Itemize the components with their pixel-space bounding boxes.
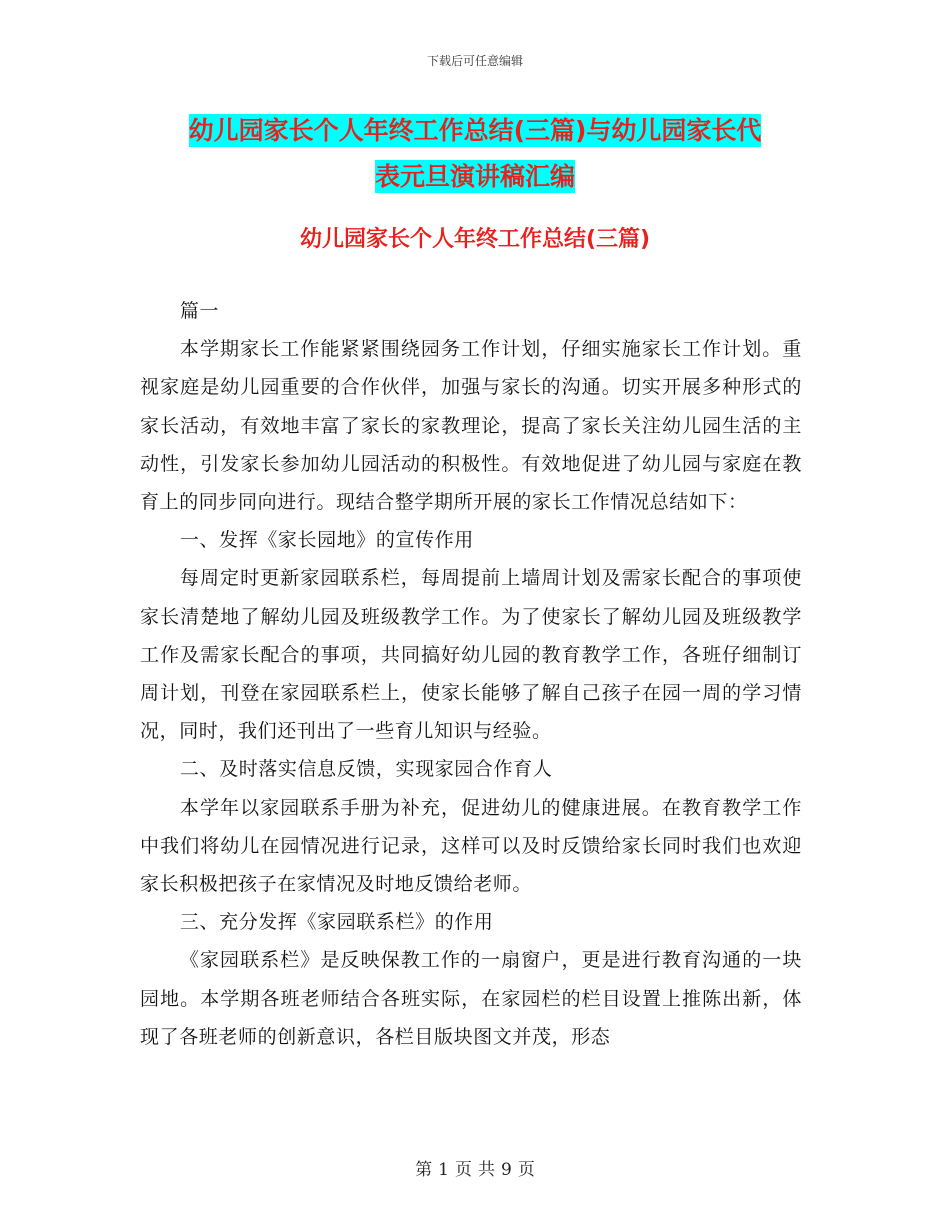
paragraph: 《家园联系栏》是反映保教工作的一扇窗户，更是进行教育沟通的一块园地。本学期各班老师结合各班实际，在家园栏的栏目设置上推陈出新，体现了各班老师的创新意识，各栏目版块图文并茂，形态 (140, 949, 802, 1048)
document-body (140, 292, 802, 1056)
footer-label-ye: 页 (455, 1160, 472, 1180)
section-title: 幼儿园家长个人年终工作总结(三篇) (299, 227, 651, 252)
paragraph-heading-part-one: 篇一 (179, 300, 220, 322)
paragraph: 本学年以家园联系手册为补充，促进幼儿的健康进展。在教育教学工作中我们将幼儿在园情况进行记录，这样可以及时反馈给家长同时我们也欢迎家长积极把孩子在家情况及时地反馈给老师。 (140, 796, 802, 896)
footer-current-page: 1 (438, 1160, 449, 1180)
paragraph: 每周定时更新家园联系栏，每周提前上墙周计划及需家长配合的事项使家长清楚地了解幼儿园及班级教学工作。为了使家长了解幼儿园及班级教学工作及需家长配合的事项，共同搞好幼儿园的教育教学工作，各班仔细制订周计划，刊登在家园联系栏上，使家长能够了解自己孩子在园一周的学习情况，同时，我们还刊出了一些育儿知识与经验。 (140, 567, 802, 743)
paragraph: 本学期家长工作能紧紧围绕园务工作计划，仔细实施家长工作计划。重视家庭是幼儿园重要的合作伙伴，加强与家长的沟通。切实开展多种形式的家长活动，有效地丰富了家长的家教理论，提高了家长关注幼儿园生活的主动性，引发家长参加幼儿园活动的积极性。有效地促进了幼儿园与家庭在教育上的同步同向进行。现结合整学期所开展的家长工作情况总结如下： (140, 338, 802, 514)
footer-label-ye-2: 页 (517, 1160, 535, 1180)
document-title-line-2: 表元旦演讲稿汇编 (374, 162, 575, 191)
page-footer (0, 1155, 950, 1180)
paragraph-heading: 二、及时落实信息反馈，实现家园合作育人 (179, 758, 553, 781)
footer-label-page: 第 (415, 1160, 433, 1180)
document-title-line-1: 幼儿园家长个人年终工作总结(三篇)与幼儿园家长代 (188, 116, 762, 145)
paragraph-heading: 一、发挥《家长园地》的宣传作用 (179, 529, 474, 552)
document-title (140, 108, 810, 200)
paragraph-heading: 三、充分发挥《家园联系栏》的作用 (179, 911, 494, 934)
footer-total-pages: 9 (501, 1160, 512, 1180)
footer-label-total: 共 (478, 1160, 495, 1180)
header-note: 下载后可任意编辑 (426, 54, 523, 68)
